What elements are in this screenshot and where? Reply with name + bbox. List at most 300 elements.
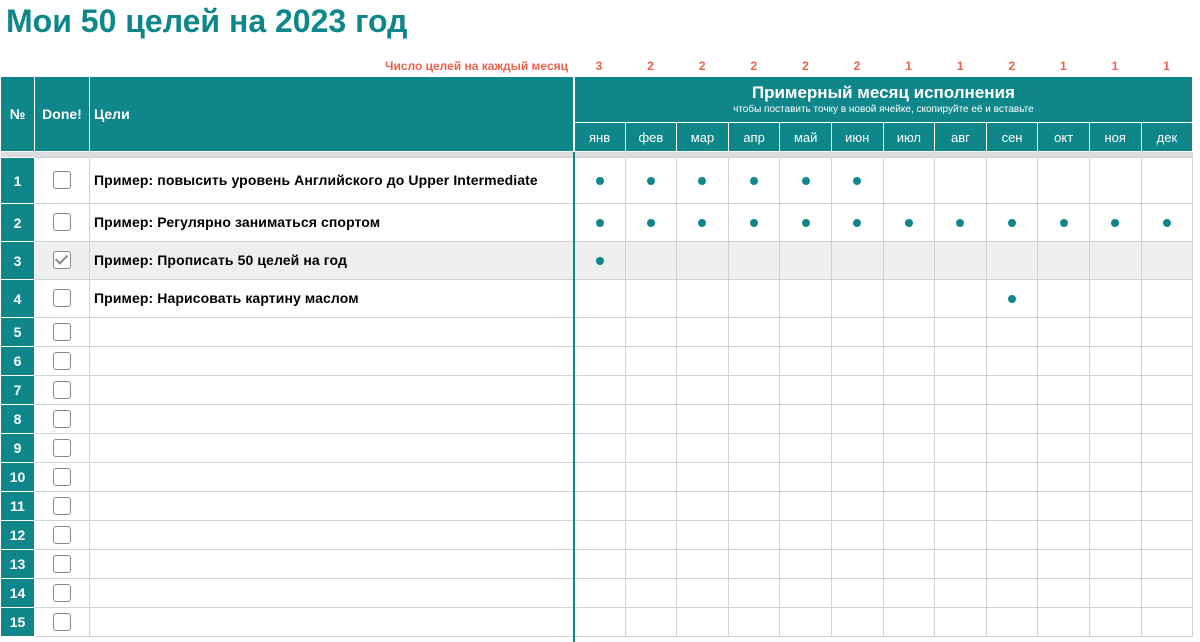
- month-cell-июн[interactable]: [831, 280, 883, 318]
- done-checkbox[interactable]: [53, 613, 71, 631]
- month-cell-май[interactable]: [780, 608, 832, 637]
- month-dot: [750, 219, 758, 227]
- month-cell-фев[interactable]: [625, 242, 677, 280]
- month-cell-ноя[interactable]: [1089, 492, 1141, 521]
- month-cell-сен[interactable]: [986, 318, 1038, 347]
- header-goals: Цели: [90, 77, 574, 152]
- goal-cell[interactable]: Пример: повысить уровень Английского до Upper Intermediate: [90, 158, 574, 204]
- row-number: 8: [1, 405, 35, 434]
- month-header-4: апр: [728, 123, 780, 152]
- month-cell-дек[interactable]: [1141, 608, 1193, 637]
- done-cell: [35, 318, 90, 347]
- table-row: [1, 521, 1193, 550]
- done-checkbox[interactable]: [53, 289, 71, 307]
- month-cell-сен[interactable]: [986, 434, 1038, 463]
- month-cell-сен[interactable]: [986, 608, 1038, 637]
- goal-cell[interactable]: Пример: Прописать 50 целей на год: [90, 242, 574, 280]
- month-cell-ноя[interactable]: [1089, 242, 1141, 280]
- month-cell-фев[interactable]: [625, 521, 677, 550]
- done-checkbox[interactable]: [53, 171, 71, 189]
- months-title: Примерный месяц исполнения: [751, 83, 1015, 103]
- done-checkbox[interactable]: [53, 555, 71, 573]
- month-cell-июл[interactable]: [883, 521, 935, 550]
- month-dot: [698, 177, 706, 185]
- month-cell-сен[interactable]: [986, 521, 1038, 550]
- row-number: 15: [1, 608, 35, 637]
- month-cell-сен[interactable]: [986, 376, 1038, 405]
- month-cell-окт[interactable]: [1038, 434, 1090, 463]
- month-cell-апр[interactable]: [728, 434, 780, 463]
- month-cell-мар[interactable]: [677, 492, 729, 521]
- goal-cell[interactable]: [90, 550, 574, 579]
- row-number: 9: [1, 434, 35, 463]
- month-cell-авг[interactable]: [935, 158, 987, 204]
- month-cell-авг[interactable]: [935, 434, 987, 463]
- month-cell-май[interactable]: [780, 521, 832, 550]
- month-count-1: 3: [595, 59, 603, 73]
- month-cell-янв[interactable]: [574, 318, 626, 347]
- month-cell-май[interactable]: [780, 434, 832, 463]
- month-cell-фев[interactable]: [625, 280, 677, 318]
- month-cell-авг[interactable]: [935, 405, 987, 434]
- month-header-11: ноя: [1089, 123, 1141, 152]
- done-cell: [35, 347, 90, 376]
- month-cell-фев[interactable]: [625, 376, 677, 405]
- done-cell: [35, 550, 90, 579]
- month-cell-янв[interactable]: [574, 608, 626, 637]
- month-cell-окт[interactable]: [1038, 579, 1090, 608]
- month-cell-окт[interactable]: [1038, 521, 1090, 550]
- done-cell: [35, 158, 90, 204]
- month-cell-мар[interactable]: [677, 242, 729, 280]
- month-cell-сен[interactable]: [986, 492, 1038, 521]
- month-cell-янв[interactable]: [574, 521, 626, 550]
- month-cell-июн[interactable]: [831, 550, 883, 579]
- table-row: [1, 242, 1193, 280]
- table-row: [1, 608, 1193, 637]
- month-cell-фев[interactable]: [625, 158, 677, 204]
- row-number: 6: [1, 347, 35, 376]
- month-cell-мар[interactable]: [677, 550, 729, 579]
- table-row: [1, 579, 1193, 608]
- month-cell-апр[interactable]: [728, 405, 780, 434]
- month-cell-июн[interactable]: [831, 204, 883, 242]
- month-cell-фев[interactable]: [625, 318, 677, 347]
- month-header-12: дек: [1141, 123, 1193, 152]
- row-number: 12: [1, 521, 35, 550]
- month-cell-май[interactable]: [780, 318, 832, 347]
- month-cell-сен[interactable]: [986, 158, 1038, 204]
- month-dot: [698, 219, 706, 227]
- month-cell-июн[interactable]: [831, 376, 883, 405]
- month-cell-сен[interactable]: [986, 242, 1038, 280]
- month-cell-июн[interactable]: [831, 347, 883, 376]
- month-cell-мар[interactable]: [677, 347, 729, 376]
- month-cell-мар[interactable]: [677, 280, 729, 318]
- month-cell-авг[interactable]: [935, 463, 987, 492]
- month-cell-май[interactable]: [780, 242, 832, 280]
- month-counts-row: [0, 57, 1200, 75]
- month-cell-апр[interactable]: [728, 579, 780, 608]
- month-dot: [1060, 219, 1068, 227]
- row-number: 10: [1, 463, 35, 492]
- month-cell-июл[interactable]: [883, 242, 935, 280]
- month-cell-дек[interactable]: [1141, 405, 1193, 434]
- month-header-6: июн: [831, 123, 883, 152]
- month-count-2: 2: [647, 59, 654, 73]
- month-cell-янв[interactable]: [574, 242, 626, 280]
- month-cell-мар[interactable]: [677, 608, 729, 637]
- month-cell-июн[interactable]: [831, 405, 883, 434]
- month-counts-label: Число целей на каждый месяц: [385, 59, 568, 73]
- month-cell-сен[interactable]: [986, 347, 1038, 376]
- month-cell-авг[interactable]: [935, 579, 987, 608]
- month-cell-ноя[interactable]: [1089, 434, 1141, 463]
- month-cell-сен[interactable]: [986, 550, 1038, 579]
- table-row: [1, 434, 1193, 463]
- month-cell-июл[interactable]: [883, 158, 935, 204]
- done-checkbox[interactable]: [53, 381, 71, 399]
- month-cell-дек[interactable]: [1141, 434, 1193, 463]
- month-cell-авг[interactable]: [935, 280, 987, 318]
- table-row: [1, 318, 1193, 347]
- month-cell-фев[interactable]: [625, 550, 677, 579]
- month-cell-июл[interactable]: [883, 405, 935, 434]
- month-cell-мар[interactable]: [677, 376, 729, 405]
- done-cell: [35, 434, 90, 463]
- month-cell-июн[interactable]: [831, 608, 883, 637]
- month-dot: [1008, 295, 1016, 303]
- month-cell-дек[interactable]: [1141, 242, 1193, 280]
- done-checkbox[interactable]: [53, 468, 71, 486]
- row-number: 5: [1, 318, 35, 347]
- month-cell-ноя[interactable]: [1089, 608, 1141, 637]
- month-cell-янв[interactable]: [574, 280, 626, 318]
- month-cell-дек[interactable]: [1141, 204, 1193, 242]
- month-cell-окт[interactable]: [1038, 280, 1090, 318]
- goal-cell[interactable]: [90, 376, 574, 405]
- goal-cell[interactable]: [90, 521, 574, 550]
- month-cell-авг[interactable]: [935, 204, 987, 242]
- month-cell-дек[interactable]: [1141, 280, 1193, 318]
- month-cell-фев[interactable]: [625, 434, 677, 463]
- done-checkbox[interactable]: [53, 497, 71, 515]
- month-cell-сен[interactable]: [986, 204, 1038, 242]
- row-number: 7: [1, 376, 35, 405]
- month-cell-окт[interactable]: [1038, 550, 1090, 579]
- month-cell-ноя[interactable]: [1089, 376, 1141, 405]
- done-checkbox[interactable]: [53, 352, 71, 370]
- month-cell-ноя[interactable]: [1089, 280, 1141, 318]
- done-cell: [35, 492, 90, 521]
- goal-cell[interactable]: Пример: Регулярно заниматься спортом: [90, 204, 574, 242]
- month-cell-дек[interactable]: [1141, 492, 1193, 521]
- month-cell-ноя[interactable]: [1089, 347, 1141, 376]
- month-cell-ноя[interactable]: [1089, 521, 1141, 550]
- page-title: Мои 50 целей на 2023 год: [6, 3, 408, 39]
- month-cell-сен[interactable]: [986, 463, 1038, 492]
- done-cell: [35, 579, 90, 608]
- goal-cell[interactable]: [90, 492, 574, 521]
- month-dot: [802, 219, 810, 227]
- month-cell-мар[interactable]: [677, 579, 729, 608]
- month-cell-фев[interactable]: [625, 608, 677, 637]
- goals-sheet: [0, 76, 1200, 637]
- month-header-7: июл: [883, 123, 935, 152]
- month-cell-янв[interactable]: [574, 463, 626, 492]
- month-cell-июн[interactable]: [831, 242, 883, 280]
- month-cell-июл[interactable]: [883, 347, 935, 376]
- month-cell-июн[interactable]: [831, 463, 883, 492]
- month-dot: [853, 219, 861, 227]
- month-cell-авг[interactable]: [935, 492, 987, 521]
- month-cell-апр[interactable]: [728, 608, 780, 637]
- month-cell-фев[interactable]: [625, 492, 677, 521]
- month-cell-май[interactable]: [780, 405, 832, 434]
- month-cell-фев[interactable]: [625, 405, 677, 434]
- done-cell: [35, 521, 90, 550]
- goal-cell[interactable]: [90, 434, 574, 463]
- month-cell-апр[interactable]: [728, 492, 780, 521]
- done-checkbox[interactable]: [53, 213, 71, 231]
- month-dot: [1111, 219, 1119, 227]
- month-dot: [905, 219, 913, 227]
- month-cell-июл[interactable]: [883, 579, 935, 608]
- goal-cell[interactable]: [90, 579, 574, 608]
- month-cell-дек[interactable]: [1141, 579, 1193, 608]
- month-cell-мар[interactable]: [677, 521, 729, 550]
- row-number: 3: [1, 242, 35, 280]
- month-cell-авг[interactable]: [935, 347, 987, 376]
- goal-cell[interactable]: Пример: Нарисовать картину маслом: [90, 280, 574, 318]
- month-header-9: сен: [986, 123, 1038, 152]
- month-cell-окт[interactable]: [1038, 318, 1090, 347]
- month-header-1: янв: [574, 123, 626, 152]
- month-cell-ноя[interactable]: [1089, 204, 1141, 242]
- header-done: Done!: [35, 77, 90, 152]
- month-cell-окт[interactable]: [1038, 492, 1090, 521]
- month-cell-дек[interactable]: [1141, 550, 1193, 579]
- month-cell-июл[interactable]: [883, 376, 935, 405]
- table-row: [1, 347, 1193, 376]
- month-cell-янв[interactable]: [574, 492, 626, 521]
- month-count-3: 2: [698, 59, 706, 73]
- table-row: [1, 280, 1193, 318]
- row-number: 4: [1, 280, 35, 318]
- month-cell-май[interactable]: [780, 347, 832, 376]
- month-count-9: 2: [1008, 59, 1016, 73]
- month-dot: [596, 219, 604, 227]
- month-cell-ноя[interactable]: [1089, 550, 1141, 579]
- month-cell-окт[interactable]: [1038, 463, 1090, 492]
- month-cell-июн[interactable]: [831, 158, 883, 204]
- month-cell-окт[interactable]: [1038, 405, 1090, 434]
- month-header-8: авг: [935, 123, 987, 152]
- month-count-5: 2: [802, 59, 809, 73]
- month-cell-янв[interactable]: [574, 158, 626, 204]
- goals-table: [0, 76, 1193, 637]
- done-checkbox[interactable]: [53, 410, 71, 428]
- row-number: 13: [1, 550, 35, 579]
- month-cell-июн[interactable]: [831, 318, 883, 347]
- table-row: [1, 405, 1193, 434]
- done-checkbox[interactable]: [53, 526, 71, 544]
- month-cell-сен[interactable]: [986, 579, 1038, 608]
- month-cell-июл[interactable]: [883, 204, 935, 242]
- month-cell-май[interactable]: [780, 550, 832, 579]
- month-cell-янв[interactable]: [574, 434, 626, 463]
- month-cell-фев[interactable]: [625, 204, 677, 242]
- month-cell-май[interactable]: [780, 492, 832, 521]
- month-cell-апр[interactable]: [728, 376, 780, 405]
- month-dot: [647, 177, 655, 185]
- month-cell-фев[interactable]: [625, 463, 677, 492]
- month-cell-май[interactable]: [780, 158, 832, 204]
- month-header-2: фев: [625, 123, 677, 152]
- month-cell-авг[interactable]: [935, 318, 987, 347]
- month-cell-июн[interactable]: [831, 579, 883, 608]
- month-cell-июн[interactable]: [831, 492, 883, 521]
- month-divider-line: [573, 152, 575, 642]
- header-num: №: [1, 77, 35, 152]
- month-cell-янв[interactable]: [574, 204, 626, 242]
- goal-cell[interactable]: [90, 463, 574, 492]
- goal-cell[interactable]: [90, 608, 574, 637]
- month-cell-дек[interactable]: [1141, 347, 1193, 376]
- month-cell-апр[interactable]: [728, 347, 780, 376]
- month-header-5: май: [780, 123, 832, 152]
- month-cell-сен[interactable]: [986, 405, 1038, 434]
- month-cell-янв[interactable]: [574, 405, 626, 434]
- month-cell-июл[interactable]: [883, 318, 935, 347]
- month-cell-окт[interactable]: [1038, 204, 1090, 242]
- done-checkbox[interactable]: [53, 584, 71, 602]
- month-cell-май[interactable]: [780, 204, 832, 242]
- done-cell: [35, 204, 90, 242]
- month-cell-мар[interactable]: [677, 405, 729, 434]
- month-cell-ноя[interactable]: [1089, 318, 1141, 347]
- month-cell-апр[interactable]: [728, 158, 780, 204]
- month-cell-фев[interactable]: [625, 347, 677, 376]
- month-cell-июн[interactable]: [831, 521, 883, 550]
- done-cell: [35, 280, 90, 318]
- month-cell-дек[interactable]: [1141, 158, 1193, 204]
- month-cell-май[interactable]: [780, 463, 832, 492]
- month-cell-июл[interactable]: [883, 463, 935, 492]
- row-number: 2: [1, 204, 35, 242]
- done-checkbox[interactable]: [53, 439, 71, 457]
- month-cell-мар[interactable]: [677, 463, 729, 492]
- month-dot: [750, 177, 758, 185]
- done-cell: [35, 608, 90, 637]
- month-count-11: 1: [1111, 59, 1119, 73]
- month-cell-ноя[interactable]: [1089, 405, 1141, 434]
- month-cell-мар[interactable]: [677, 434, 729, 463]
- done-checkbox[interactable]: [53, 251, 71, 269]
- month-cell-авг[interactable]: [935, 521, 987, 550]
- month-cell-июл[interactable]: [883, 434, 935, 463]
- done-cell: [35, 463, 90, 492]
- month-cell-дек[interactable]: [1141, 463, 1193, 492]
- month-cell-янв[interactable]: [574, 347, 626, 376]
- month-cell-янв[interactable]: [574, 376, 626, 405]
- month-cell-авг[interactable]: [935, 550, 987, 579]
- month-cell-сен[interactable]: [986, 280, 1038, 318]
- goal-cell[interactable]: [90, 347, 574, 376]
- month-cell-июл[interactable]: [883, 280, 935, 318]
- month-cell-авг[interactable]: [935, 376, 987, 405]
- month-cell-авг[interactable]: [935, 608, 987, 637]
- month-cell-ноя[interactable]: [1089, 463, 1141, 492]
- month-cell-июл[interactable]: [883, 608, 935, 637]
- goal-cell[interactable]: [90, 405, 574, 434]
- month-cell-дек[interactable]: [1141, 318, 1193, 347]
- month-cell-май[interactable]: [780, 579, 832, 608]
- month-header-10: окт: [1038, 123, 1090, 152]
- month-count-4: 2: [750, 59, 758, 73]
- month-cell-апр[interactable]: [728, 318, 780, 347]
- months-subtitle: чтобы поставить точку в новой ячейке, скопируйте её и вставьте: [733, 103, 1034, 115]
- month-cell-янв[interactable]: [574, 579, 626, 608]
- goal-cell[interactable]: [90, 318, 574, 347]
- month-cell-авг[interactable]: [935, 242, 987, 280]
- month-cell-апр[interactable]: [728, 204, 780, 242]
- month-cell-окт[interactable]: [1038, 242, 1090, 280]
- month-cell-ноя[interactable]: [1089, 579, 1141, 608]
- month-cell-окт[interactable]: [1038, 376, 1090, 405]
- month-dot: [956, 219, 964, 227]
- month-cell-апр[interactable]: [728, 280, 780, 318]
- month-cell-мар[interactable]: [677, 318, 729, 347]
- done-cell: [35, 405, 90, 434]
- month-cell-фев[interactable]: [625, 579, 677, 608]
- row-number: 1: [1, 158, 35, 204]
- month-cell-май[interactable]: [780, 376, 832, 405]
- month-cell-апр[interactable]: [728, 242, 780, 280]
- month-cell-дек[interactable]: [1141, 376, 1193, 405]
- table-row: [1, 463, 1193, 492]
- month-cell-окт[interactable]: [1038, 158, 1090, 204]
- month-cell-июл[interactable]: [883, 492, 935, 521]
- table-row: [1, 376, 1193, 405]
- month-cell-апр[interactable]: [728, 550, 780, 579]
- month-cell-янв[interactable]: [574, 550, 626, 579]
- month-header-3: мар: [677, 123, 729, 152]
- row-number: 11: [1, 492, 35, 521]
- month-dot: [596, 177, 604, 185]
- month-dot: [1163, 219, 1171, 227]
- done-cell: [35, 376, 90, 405]
- month-count-7: 1: [905, 59, 912, 73]
- month-cell-июл[interactable]: [883, 550, 935, 579]
- month-dot: [1008, 219, 1016, 227]
- done-checkbox[interactable]: [53, 323, 71, 341]
- month-cell-май[interactable]: [780, 280, 832, 318]
- month-cell-ноя[interactable]: [1089, 158, 1141, 204]
- month-cell-окт[interactable]: [1038, 608, 1090, 637]
- month-cell-апр[interactable]: [728, 463, 780, 492]
- month-count-8: 1: [956, 59, 964, 73]
- table-row: [1, 204, 1193, 242]
- month-dot: [596, 257, 604, 265]
- month-cell-дек[interactable]: [1141, 521, 1193, 550]
- month-cell-мар[interactable]: [677, 158, 729, 204]
- month-cell-апр[interactable]: [728, 521, 780, 550]
- month-cell-июн[interactable]: [831, 434, 883, 463]
- month-count-12: 1: [1163, 59, 1170, 73]
- month-cell-окт[interactable]: [1038, 347, 1090, 376]
- month-cell-мар[interactable]: [677, 204, 729, 242]
